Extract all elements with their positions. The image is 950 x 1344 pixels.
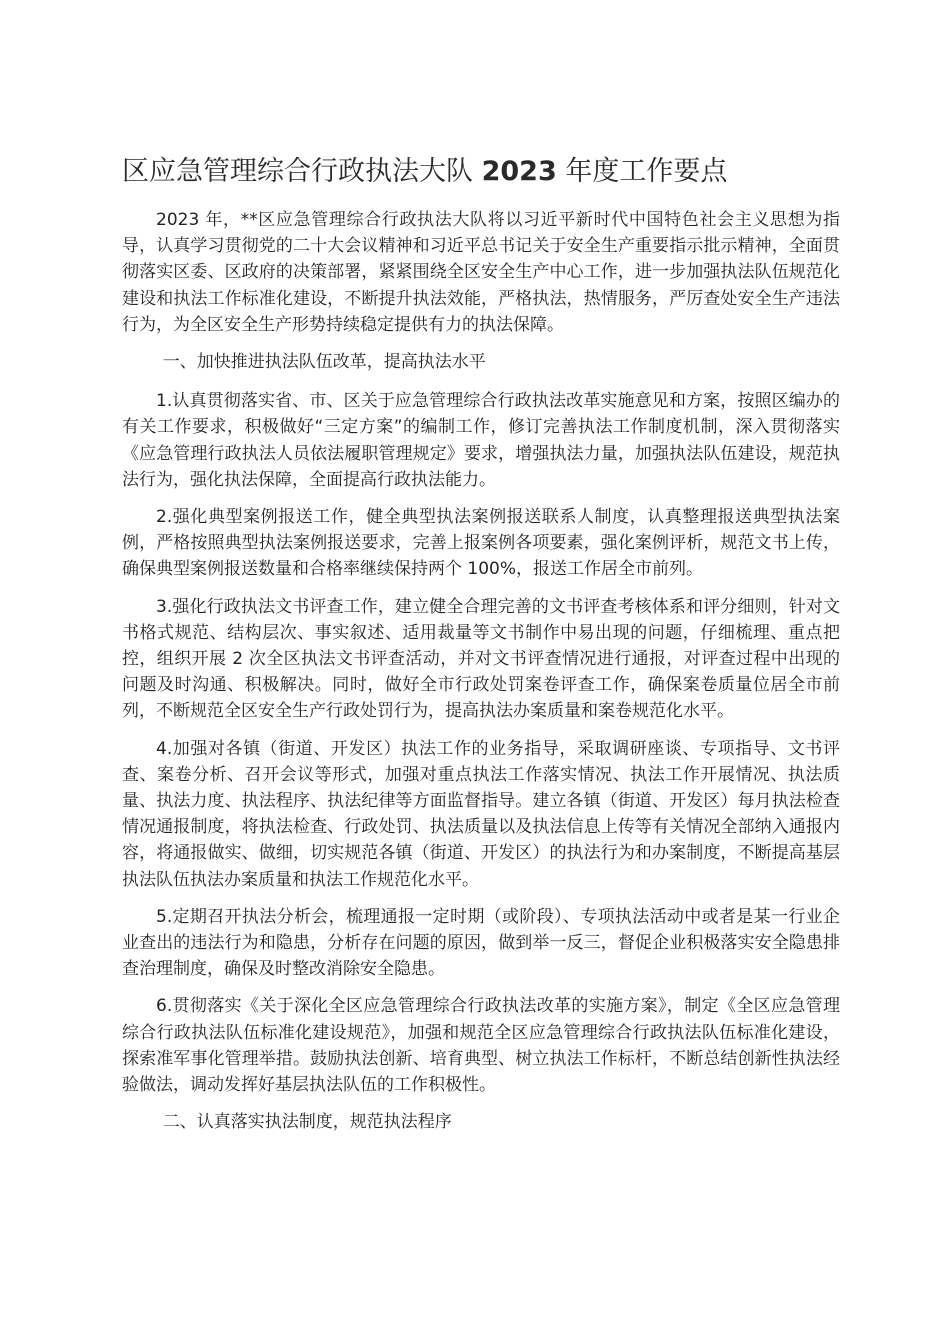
list-item: 2.强化典型案例报送工作，健全典型执法案例报送联系人制度，认真整理报送典型执法案例，严格按照典型执法案例报送要求，完善上报案例各项要素，强化案例评析，规范文书上传，确保典型案例报送数量和合格率继续保持两个 100%，报送工作居全市前列。 <box>122 507 840 580</box>
document-title <box>122 152 840 192</box>
title-prefix: 区应急管理综合行政执法大队 <box>122 156 482 187</box>
list-item: 4.加强对各镇（街道、开发区）执法工作的业务指导，采取调研座谈、专项指导、文书评查、案卷分析、召开会议等形式，加强对重点执法工作落实情况、执法工作开展情况、执法质量、执法力度、执法程序、执法纪律等方面监督指导。建立各镇（街道、开发区）每月执法检查情况通报制度，将执法检查、行政处罚、执法质量以及执法信息上传等有关情况全部纳入通报内容，将通报做实、做细，切实规范各镇（街道、开发区）的执法行为和办案制度，不断提高基层执法队伍执法办案质量和执法工作规范化水平。 <box>122 738 840 890</box>
list-item: 3.强化行政执法文书评查工作，建立健全合理完善的文书评查考核体系和评分细则，针对文书格式规范、结构层次、事实叙述、适用裁量等文书制作中易出现的问题，仔细梳理、重点把控，组织开展 2 次全区执法文书评查活动，并对文书评查情况进行通报，对评查过程中出现的问题及时沟通、积极解决。同时，做好全市行政处罚案卷评查工作，确保案卷质量位居全市前列，不断规范全区安全生产行政处罚行为，提高执法办案质量和案卷规范化水平。 <box>122 596 840 722</box>
intro-paragraph: 2023 年，**区应急管理综合行政执法大队将以习近平新时代中国特色社会主义思想为指导，认真学习贯彻党的二十大会议精神和习近平总书记关于安全生产重要指示批示精神，全面贯彻落实区委、区政府的决策部署，紧紧围绕全区安全生产中心工作，进一步加强执法队伍规范化建设和执法工作标准化建设，不断提升执法效能，严格执法，热情服务，严厉查处安全生产违法行为，为全区安全生产形势持续稳定提供有力的执法保障。 <box>122 210 840 335</box>
document-body <box>122 207 840 1149</box>
list-item: 5.定期召开执法分析会，梳理通报一定时期（或阶段）、专项执法活动中或者是某一行业企业查出的违法行为和隐患，分析存在问题的原因，做到举一反三，督促企业积极落实安全隐患排查治理制度，确保及时整改消除安全隐患。 <box>122 906 840 980</box>
section-heading-2: 二、认真落实执法制度，规范执法程序 <box>162 1112 452 1133</box>
list-item: 6.贯彻落实《关于深化全区应急管理综合行政执法改革的实施方案》，制定《全区应急管理综合行政执法队伍标准化建设规范》，加强和规范全区应急管理综合行政执法队伍标准化建设，探索准军事化管理举措。鼓励执法创新、培育典型、树立执法工作标杆，不断总结创新性执法经验做法，调动发挥好基层执法队伍的工作积极性。 <box>122 996 840 1096</box>
title-suffix: 年度工作要点 <box>556 156 728 187</box>
title-year: 2023 <box>481 156 557 187</box>
list-item: 1.认真贯彻落实省、市、区关于应急管理综合行政执法改革实施意见和方案，按照区编办的有关工作要求，积极做好“三定方案”的编制工作，修订完善执法工作制度机制，深入贯彻落实《应急管理行政执法人员依法履职管理规定》要求，增强执法力量，加强执法队伍建设，规范执法行为，强化执法保障，全面提高行政执法能力。 <box>122 391 840 490</box>
section-heading-1: 一、加快推进执法队伍改革，提高执法水平 <box>162 352 486 373</box>
